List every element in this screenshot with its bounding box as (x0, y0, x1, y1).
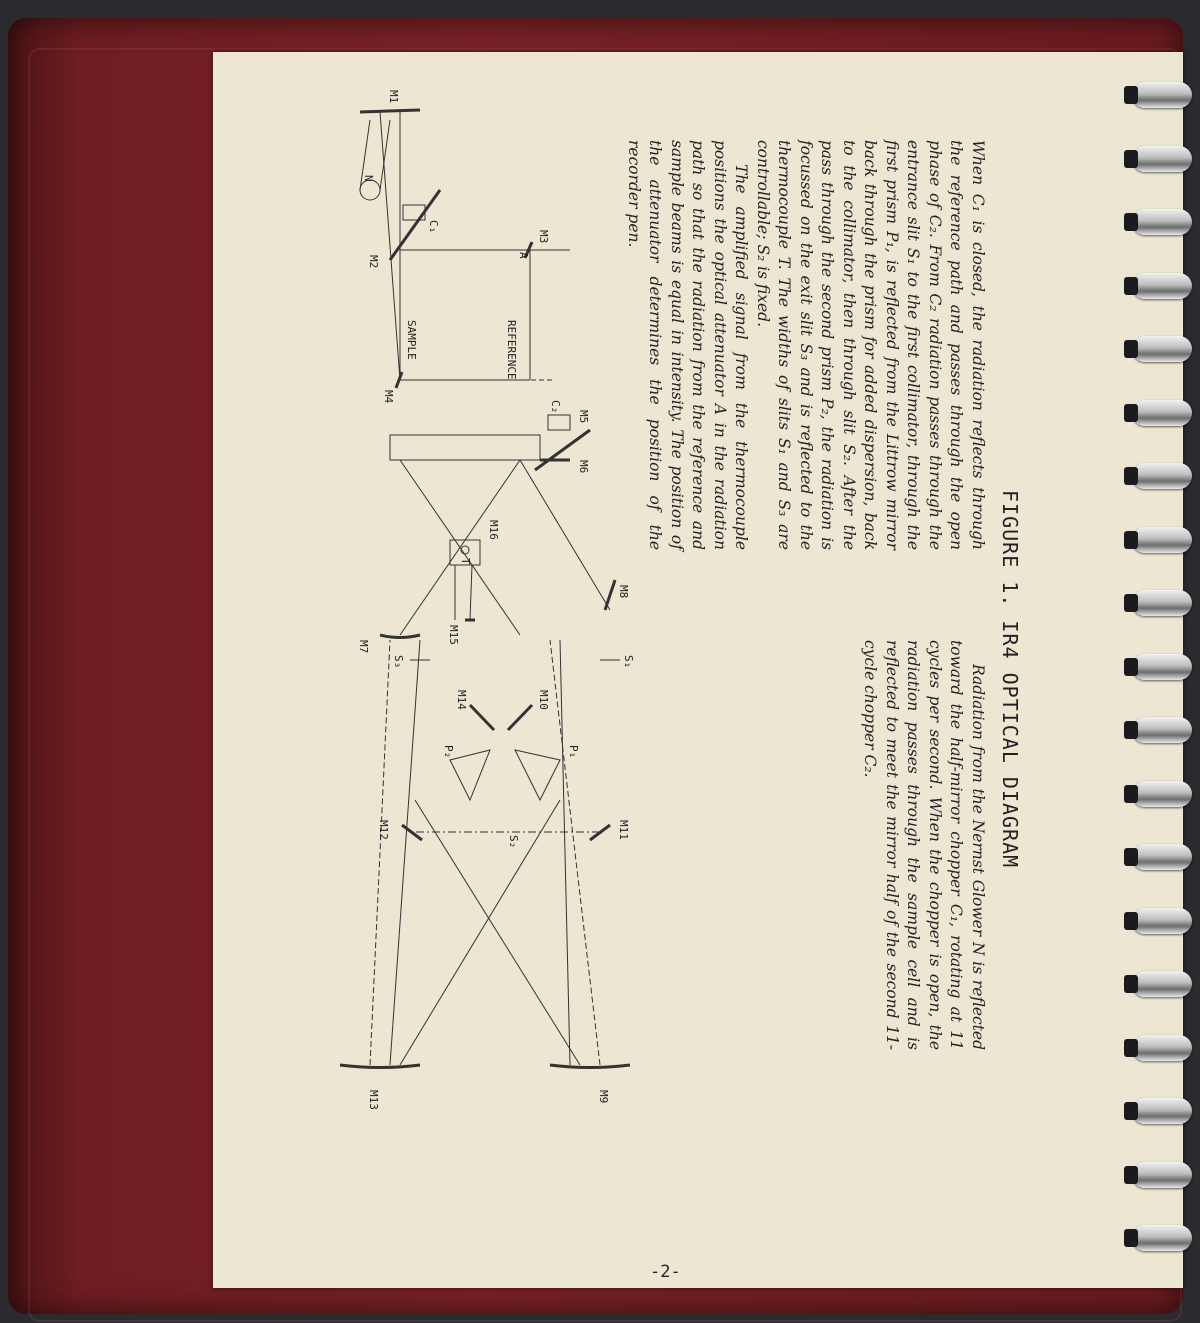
label-reference: REFERENCE (505, 320, 518, 380)
ring-hole (1124, 531, 1138, 549)
binder-ring (1132, 527, 1192, 553)
label-m16: M16 (487, 520, 500, 540)
ring-hole (1124, 1102, 1138, 1120)
label-c2: C₂ (549, 400, 562, 414)
ring-hole (1124, 975, 1138, 993)
text-column-left (859, 640, 988, 1050)
binder-ring (1132, 781, 1192, 807)
paragraph-3: The amplified signal from the thermocouple positions the optical attenuator A in the radiation path so that the radiation from the reference and sample beams is equal in intensity. The position of the attenuator determines the position of the recorder pen. (625, 140, 751, 550)
binder-ring (1132, 400, 1192, 426)
label-c1: C₁ (427, 220, 440, 234)
ring-hole (1124, 658, 1138, 676)
binder-ring (1132, 463, 1192, 489)
label-m11: M11 (617, 820, 630, 840)
paragraph-2: When C₁ is closed, the radiation reflects through the reference path and passes through the open phase of C₂. From C₂ radiation passes through the entrance slit S₁ to the first collimator, through the first prism P₁, is reflected from the Littrow mirror back through the prism for added dispersion, back to the collimator, then through slit S₂. After the pass through the second prism P₂, the radiation is focussed on the exit slit S₃ and is reflected to the thermocouple T. The widths of slits S₁ and S₃ are controllable; S₂ is fixed. (754, 140, 987, 550)
binder-ring (1132, 971, 1192, 997)
label-m2: M2 (367, 255, 380, 269)
spiral-binding (1132, 60, 1200, 1280)
rotated-content (280, 0, 1022, 1236)
binder-ring (1132, 717, 1192, 743)
label-m8: M8 (617, 585, 630, 599)
ring-hole (1124, 721, 1138, 739)
label-sample: SAMPLE (405, 320, 418, 360)
binder-ring (1132, 209, 1192, 235)
binder-ring (1132, 146, 1192, 172)
binder-ring (1132, 844, 1192, 870)
label-p1: P₁ (567, 745, 580, 759)
ring-hole (1124, 912, 1138, 930)
label-m10: M10 (537, 690, 550, 710)
binder-ring (1132, 1035, 1192, 1061)
label-m1: M1 (387, 90, 400, 104)
figure-caption: FIGURE 1. IR4 OPTICAL DIAGRAM (998, 490, 1022, 869)
label-m6: M6 (577, 460, 590, 474)
label-m3: M3 (537, 230, 550, 244)
ring-hole (1124, 1229, 1138, 1247)
ring-hole (1124, 594, 1138, 612)
paragraph-1: Radiation from the Nernst Glower N is reflected toward the half-mirror chopper C₁, rotating at 11 cycles per second. When the chopper is open, the radiation passes through the sample cell and is reflected to meet the mirror half of the second 11-cycle chopper C₂. (861, 640, 987, 1050)
binder-ring (1132, 1098, 1192, 1124)
label-m13: M13 (367, 1090, 380, 1110)
label-m15: M15 (447, 625, 460, 645)
ring-hole (1124, 848, 1138, 866)
label-m7: M7 (357, 640, 370, 654)
page-number: -2- (650, 1262, 681, 1282)
label-s2: S₂ (507, 835, 520, 849)
binder-ring (1132, 590, 1192, 616)
label-s3: S₃ (392, 655, 405, 669)
label-m5: M5 (577, 410, 590, 424)
ring-hole (1124, 1039, 1138, 1057)
label-s1: S₁ (622, 655, 635, 669)
ring-hole (1124, 785, 1138, 803)
label-a: A (517, 252, 530, 259)
binder-ring (1132, 82, 1192, 108)
ring-hole (1124, 277, 1138, 295)
ring-hole (1124, 150, 1138, 168)
binder-ring (1132, 336, 1192, 362)
ring-hole (1124, 340, 1138, 358)
label-p2: P₂ (442, 745, 455, 759)
ring-hole (1124, 1166, 1138, 1184)
label-t: T (459, 558, 472, 565)
ring-hole (1124, 86, 1138, 104)
optical-diagram (280, 80, 720, 1120)
ring-hole (1124, 467, 1138, 485)
binder-ring (1132, 1162, 1192, 1188)
label-m4: M4 (382, 390, 395, 404)
binder-ring (1132, 1225, 1192, 1251)
label-m12: M12 (377, 820, 390, 840)
binder-ring (1132, 654, 1192, 680)
binder-ring (1132, 908, 1192, 934)
label-n: N (362, 175, 375, 182)
label-m14: M14 (455, 690, 468, 710)
ring-hole (1124, 213, 1138, 231)
label-m9: M9 (597, 1090, 610, 1104)
ring-hole (1124, 404, 1138, 422)
binder-ring (1132, 273, 1192, 299)
